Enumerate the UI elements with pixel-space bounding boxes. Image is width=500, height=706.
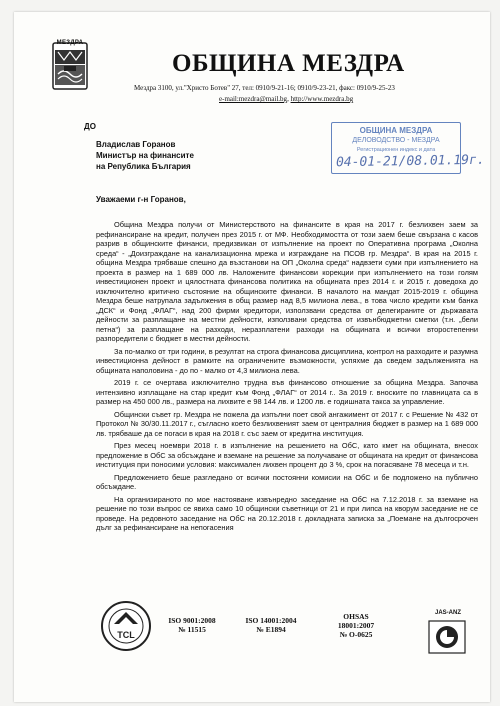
stamp-line1: ОБЩИНА МЕЗДРА [359,126,433,135]
cert-iso14001 [238,616,304,634]
cert-number: № 11515 [178,625,206,634]
cert-iso9001 [162,616,222,634]
mezdra-crest-icon [52,42,88,90]
letter-body [96,220,478,536]
recipient-name: Владислав Горанов [96,140,176,149]
jas-anz-label: JAS-ANZ [434,610,461,616]
letter-page [14,12,490,702]
jas-anz-logo-icon [428,620,466,654]
greeting: Уважаеми г-н Горанов, [96,195,186,204]
stamp-line2: ДЕЛОВОДСТВО - МЕЗДРА [352,137,440,144]
stamp-handwritten-number: 04-01-21/08.01.19г. [335,152,485,171]
recipient-title-line1: Министър на финансите [96,151,194,160]
website-link[interactable]: http://www.mezdra.bg [290,95,354,103]
certification-logo-icon [100,600,152,654]
to-label: ДО [84,122,96,131]
paragraph: Предложението беше разгледано от всички постоянни комисии на ОбС и бе подложено на публично обсъждане. [96,472,478,491]
recipient-title-line2: на Република България [96,162,191,171]
header-contacts: e-mail:mezdra@mail.bg, http://www.mezdra.bg [219,95,354,103]
header-address: Мездра 3100, ул."Христо Ботев" 27, тел: 0910/9-21-16; 0910/9-23-21, факс: 0910/9-25-23 [134,84,395,92]
recipient-block [96,139,194,172]
cert-ohsas [328,612,384,639]
cert-standard: ISO 14001:2004 [245,616,297,625]
paragraph: 2019 г. се очертава изключително трудна във финансово отношение за община Мездра. Започва интензивно изплащане на стар кредит към Фонд „ФЛАГ“ от 2014 г.. За 2019 г. вноските по главницата са в размер на 450 000 лв., размера на лихвите е 98 144 лв. и 1200 лв. е годишната такса за управление. [96,378,478,406]
paragraph: През месец ноември 2018 г. в изпълнение на решението на ОбС, като кмет на общината, внесох предложение в ОбС за обсъждане и вземане на решение за получаване от общината на кредит от финансова институция при поносими условия: максимален лихвен процент до 3 %, срок на погасяване 78 месеца и т.н. [96,441,478,469]
stamp-line3: Регистрационен индекс и дата [356,147,436,153]
paragraph: Общински съвет гр. Мездра не пожела да изпълни поет свой ангажимент от 2017 г. с Решение № 432 от Протокол № 30/30.11.2017 г., съгласно което безлихвеният заем от централния бюджет в размер на 1 689 000 лв. трябваше да се погаси в края на 2018 г. със заем от кредитна институция. [96,409,478,438]
paragraph: Община Мездра получи от Министерството на финансите в края на 2017 г. безлихвен заем за рефинансиране на кредит, получен през 2015 г. от МФ. Необходимостта от този заем беше свързана с касов разрив в общинските финанси, предизвикан от изпълнение на проект по Оперативна програма „Околна среда“ - „Доизграждане на канализационна мрежа и изграждане на ПСОВ гр. Мездра“. В края на 2015 г. община Мездра трябваше спешно да възстанови на ОП „Околна среда“ надвзети суми при изпълнението на проекта в размер на 1 689 000 лв. Наложените финансови корекции при изпълнението на този голям инвестиционен проект и цялостната финансова политика на общината през 2014 г. и 2015 г. доведоха до изключително критично състояние на общинските финанси. В началото на мандат 2015-2019 г. община Мездра беше натрупала задължения в общ размер над 8,5 милиона лева., в това число кредити към банка „ДСК“ и Фонд „ФЛАГ“, над 200 фирми кредитори, използвани средства от делегираните от държавата дейности за разплащане на местни дейности, използвани средства от извънбюджетни сметки (т.н. „бели петна“) за разплащане на разходи, неразплатени разходи на общината и всички второстепенни разпоредители с бюджет в местни дейности. [96,220,478,343]
email-link[interactable]: e-mail:mezdra@mail.bg [219,95,288,103]
crest-label: МЕЗДРА [56,40,84,46]
registration-stamp [331,122,485,174]
cert-standard: OHSAS 18001:2007 [337,612,375,630]
cert-standard: ISO 9001:2008 [168,616,216,625]
cert-logo-text: TCL [117,630,135,640]
municipality-title: ОБЩИНА МЕЗДРА [172,50,405,77]
paragraph: На организираното по мое настояване извънредно заседание на ОбС на 7.12.2018 г. за вземане на решение по този въпрос се явиха само 10 общински съветници от 21 и при липса на кворум заседание не се проведе. На редовното заседание на ОбС на 20.12.2018 г. докладната записка за „Поемане на дългосрочен дълг за рефинансиране на непогасения [96,494,478,532]
paragraph: За по-малко от три години, в резултат на строга финансова дисциплина, контрол на разходите и разумна инвестиционна дейност в рамките на ограничените възможности, успяхме да сведем задълженията на общината наполовина - до по - малко от 4,3 милиона лева. [96,346,478,375]
cert-number: № O-0625 [339,630,373,639]
cert-number: № E1894 [256,625,286,634]
